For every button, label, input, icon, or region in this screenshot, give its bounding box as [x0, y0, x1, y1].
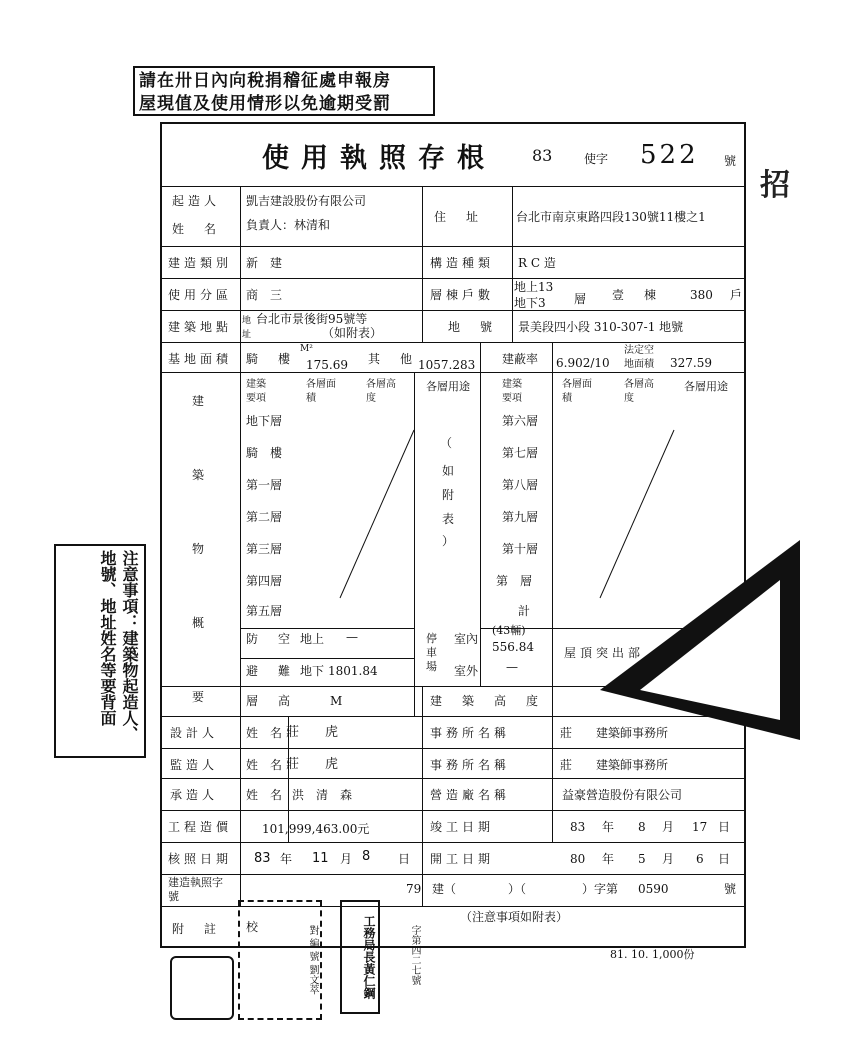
shelter-below: 地下 [300, 664, 325, 678]
build-type: 新 建 [246, 256, 283, 270]
floor-left-5: 第四層 [246, 574, 283, 588]
permit-no: 0590 [638, 882, 669, 896]
contractor-label: 承造人 [170, 788, 219, 802]
floors-unit: 層 [574, 292, 587, 306]
issue-month: 11 [312, 851, 329, 866]
supervisor-name: 莊 虎 [286, 757, 339, 772]
doc-number-stamp: 字第四二七號 [409, 925, 420, 985]
floor-right-5: 第 層 [496, 574, 533, 588]
owner-name: 凱吉建設股份有限公司 [246, 194, 367, 208]
ratio-label: 建蔽率 [502, 352, 539, 366]
permit-build: 建（ [432, 882, 457, 896]
shelter-label-b: 避 難 [246, 664, 295, 678]
edge-char: 招 [760, 168, 790, 203]
strike-line-left [332, 424, 422, 604]
site-prefix: 地址 [242, 316, 252, 340]
start-y-unit: 年 [602, 852, 615, 866]
designer-name-label: 姓 名 [246, 726, 283, 740]
designer-label: 設計人 [170, 726, 219, 740]
lot: 景美段四小段 310-307-1 地號 [518, 320, 684, 334]
floor-left-1: 騎 樓 [246, 446, 283, 460]
company: 益豪營造股份有限公司 [562, 788, 683, 802]
seal-label-1: 編 [307, 938, 318, 949]
lot-label: 地 號 [448, 320, 497, 334]
building-height-label: 建 築 高 度 [430, 694, 543, 708]
designer-name: 莊 虎 [286, 725, 339, 740]
hdr-item: 建築要項 [246, 379, 266, 404]
hdr-use: 各層用途 [426, 380, 470, 393]
site-note: （如附表） [322, 326, 383, 340]
park-label: 停車場 [426, 632, 437, 673]
completion-day: 17 [692, 820, 708, 834]
side-label-4: 概 [192, 616, 205, 630]
zone-label: 使用分區 [168, 288, 233, 302]
other-label: 其 他 [368, 352, 417, 366]
corner-stamp [600, 540, 800, 740]
issue-day: 8 [362, 849, 371, 864]
floor-right-0: 第六層 [502, 414, 539, 428]
mid-note-3: 表 [442, 512, 455, 526]
completion-month: 8 [638, 820, 646, 834]
households-unit: 戶 [730, 288, 743, 302]
park-outdoor: 室外 [454, 664, 479, 678]
permit-mid: ）（ [508, 882, 527, 896]
floor-right-1: 第七層 [502, 446, 539, 460]
check-2: 對 [307, 925, 318, 936]
households: 380 [690, 288, 713, 302]
floor-left-2: 第一層 [246, 478, 283, 492]
completion-y-unit: 年 [602, 820, 615, 834]
shelter-above-val: — [346, 630, 358, 644]
hdr-item-r: 建築要項 [502, 379, 522, 404]
director-seal: 工務局長黃仁鋼 [340, 900, 380, 1014]
qilou-area: 175.69 [306, 358, 348, 372]
structure-label: 構造種類 [430, 256, 495, 270]
company-label: 營造廠名稱 [430, 788, 511, 802]
floor-left-3: 第二層 [246, 510, 283, 524]
floor-left-6: 第五層 [246, 604, 283, 618]
shelter-below-val: 1801.84 [328, 664, 378, 678]
issue-m-unit: 月 [340, 852, 353, 866]
contractor-name-label: 姓 名 [246, 788, 283, 802]
appendix-label: 附 註 [172, 922, 221, 936]
buildings: 壹 [612, 288, 625, 302]
start-month: 5 [638, 852, 646, 866]
hdr-area: 各層面積 [306, 379, 336, 404]
permit-label: 建造執照字號 [168, 876, 223, 903]
floors-down: 地下3 [514, 296, 546, 310]
side-note: 注意事項：建築物起造人、地號、地址姓名等要背面 [54, 544, 146, 758]
side-label-3: 物 [192, 542, 205, 556]
issue-y-unit: 年 [280, 852, 293, 866]
seal-icon [170, 956, 234, 1020]
supervisor-office: 莊 建築師事務所 [560, 758, 669, 772]
owner-address: 台北市南京東路四段130號11樓之1 [516, 210, 706, 224]
roof-label: 屋頂突出部 [564, 646, 645, 660]
side-label-5: 要 [192, 690, 205, 704]
permit-no-suffix: 號 [724, 882, 737, 896]
other-area: 1057.283 [418, 358, 476, 372]
ratio: 6.902/10 [556, 356, 610, 370]
check-stamp-box [238, 900, 322, 1020]
notice-line-1: 請在卅日內向稅捐稽征處申報房 [139, 71, 391, 91]
park-indoor-val: 556.84 [492, 640, 534, 654]
stamp-1: 劉文萃 [307, 964, 318, 995]
designer-office: 莊 建築師事務所 [560, 726, 669, 740]
permit-year: 83 [532, 146, 553, 165]
mid-note-4: ） [442, 534, 455, 548]
contractor-name: 洪 清 森 [292, 788, 353, 802]
start-day: 6 [696, 852, 704, 866]
structure: R C 造 [518, 256, 556, 270]
build-type-label: 建造類別 [168, 256, 233, 270]
owner-rep: 負責人：林清和 [246, 218, 331, 232]
permit-number: 522 [640, 140, 699, 170]
permit-end: ）字第 [582, 882, 619, 896]
check-label: 校 [246, 920, 259, 934]
appendix-note: （注意事項如附表） [460, 910, 569, 924]
height-label: 層 高 [246, 694, 295, 708]
issue-d-unit: 日 [398, 852, 411, 866]
height-val: M [330, 694, 343, 708]
supervisor-office-label: 事務所名稱 [430, 758, 511, 772]
open-area: 327.59 [670, 356, 712, 370]
notice-line-2: 屋現值及使用情形以免逾期受罰 [139, 94, 391, 114]
park-indoor-note: (43輛) [492, 624, 526, 637]
supervisor-name-label: 姓 名 [246, 758, 283, 772]
start-year: 80 [570, 852, 586, 866]
park-indoor: 室內 [454, 632, 479, 646]
issue-year: 83 [254, 851, 271, 866]
floor-left-0: 地下層 [246, 414, 283, 428]
mid-note-2: 附 [442, 488, 455, 502]
start-m-unit: 月 [662, 852, 675, 866]
completion-year: 83 [570, 820, 586, 834]
completion-m-unit: 月 [662, 820, 675, 834]
shelter-above: 地上 [300, 632, 325, 646]
zone: 商 三 [246, 288, 283, 302]
mid-note-0: （ [440, 436, 453, 450]
floor-right-4: 第十層 [502, 542, 539, 556]
buildings-unit: 棟 [644, 288, 657, 302]
side-label-1: 建 [192, 394, 205, 408]
cost-label: 工程造價 [168, 820, 233, 834]
form-title: 使用執照存根 [262, 143, 496, 174]
issue-label: 核照日期 [168, 852, 233, 866]
start-d-unit: 日 [718, 852, 731, 866]
seal-label-2: 號 [307, 951, 318, 962]
open-label: 法定空地面積 [624, 345, 654, 370]
completion-d-unit: 日 [718, 820, 731, 834]
footer-print: 81. 10. 1,000份 [610, 948, 695, 961]
cost: 101,999,463.00元 [262, 822, 370, 836]
owner-name-label: 姓 名 [172, 222, 221, 236]
qilou-label: 騎 樓 [246, 352, 295, 366]
shelter-label-a: 防 空 [246, 632, 295, 646]
site-address: 台北市景後街95號等 [256, 312, 368, 326]
floor-left-4: 第三層 [246, 542, 283, 556]
hdr-use-r: 各層用途 [684, 380, 728, 393]
floors-count-label: 層棟戶數 [430, 288, 495, 302]
owner-address-label: 住 址 [434, 210, 483, 224]
permit-form [160, 122, 746, 948]
owner-label: 起造人 [172, 194, 221, 208]
area-label: 基地面積 [168, 352, 233, 366]
floor-right-6: 計 [518, 604, 531, 618]
completion-label: 竣工日期 [430, 820, 495, 834]
hdr-height-r: 各層高度 [624, 379, 654, 404]
start-label: 開工日期 [430, 852, 495, 866]
floor-right-2: 第八層 [502, 478, 539, 492]
supervisor-label: 監造人 [170, 758, 219, 772]
permit-type: 使字 [584, 152, 609, 166]
notice-box [133, 66, 435, 116]
park-outdoor-val: — [506, 660, 518, 674]
designer-office-label: 事務所名稱 [430, 726, 511, 740]
permit-year-ref: 79 [406, 882, 422, 896]
site-label: 建築地點 [168, 320, 233, 334]
permit-suffix: 號 [724, 154, 737, 168]
mid-note-1: 如 [442, 464, 455, 478]
floor-right-3: 第九層 [502, 510, 539, 524]
hdr-height: 各層高度 [366, 379, 396, 404]
floors-up: 地上13 [514, 280, 554, 294]
area-unit-1: M² [300, 344, 313, 354]
side-label-2: 築 [192, 468, 205, 482]
hdr-area-r: 各層面積 [562, 379, 592, 404]
